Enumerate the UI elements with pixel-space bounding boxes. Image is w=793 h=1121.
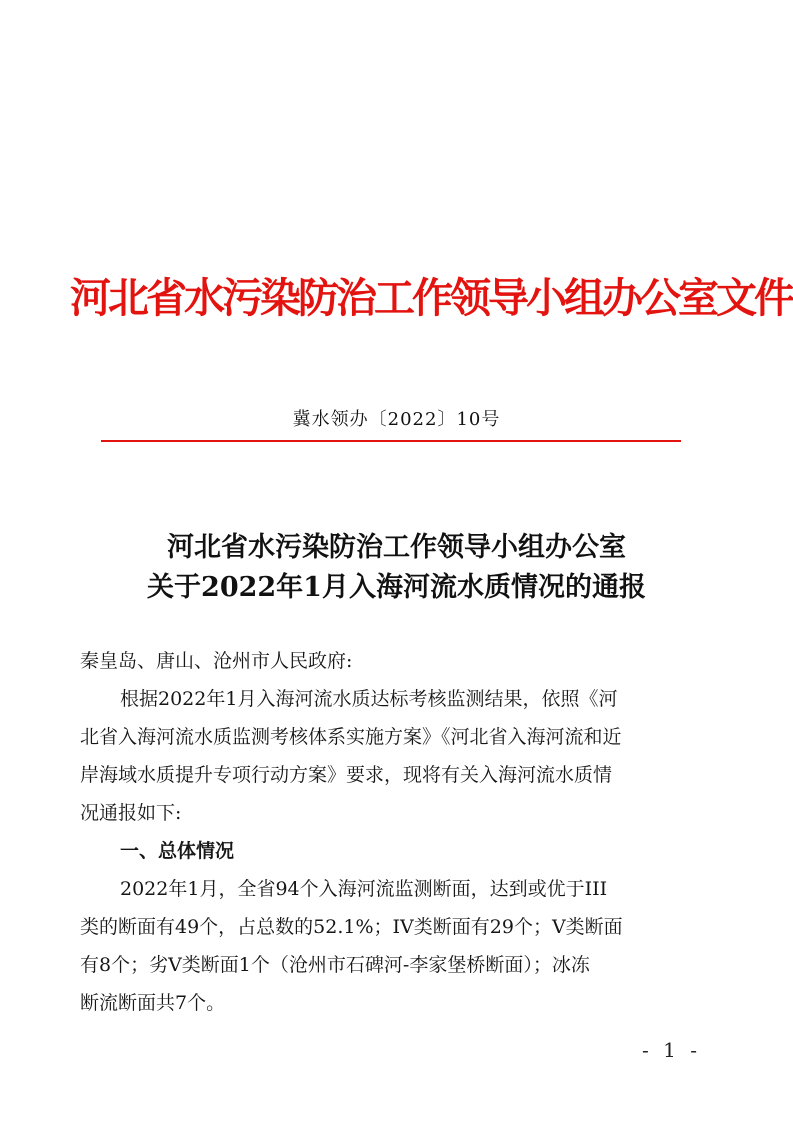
document-number: 冀水领办〔2022〕10号 (292, 409, 501, 430)
section-line-1: 2022年1月，全省94个入海河流监测断面，达到或优于III (120, 878, 608, 900)
addressee: 秦皇岛、唐山、沧州市人民政府: (80, 650, 353, 672)
document-title-line-2: 关于2022年1月入海河流水质情况的通报 (147, 572, 646, 603)
section-line-2: 类的断面有49个，占总数的52.1%；IV类断面有29个；V类断面 (80, 916, 623, 938)
intro-line-1: 根据2022年1月入海河流水质达标考核监测结果，依照《河 (120, 688, 618, 710)
intro-line-3: 岸海域水质提升专项行动方案》要求，现将有关入海河流水质情 (80, 764, 613, 786)
intro-line-2: 北省入海河流水质监测考核体系实施方案》《河北省入海河流和近 (80, 726, 622, 748)
red-divider-line (101, 440, 681, 442)
section-heading: 一、总体情况 (120, 840, 235, 862)
page-number: - 1 - (642, 1038, 701, 1062)
document-title-line-1: 河北省水污染防治工作领导小组办公室 (167, 532, 626, 563)
intro-line-4: 况通报如下: (80, 802, 182, 824)
document-header: 河北省水污染防治工作领导小组办公室文件 (70, 274, 792, 322)
section-line-3: 有8个；劣V类断面1个（沧州市石碑河-李家堡桥断面）；冰冻 (80, 954, 590, 976)
section-line-4: 断流断面共7个。 (80, 992, 226, 1014)
